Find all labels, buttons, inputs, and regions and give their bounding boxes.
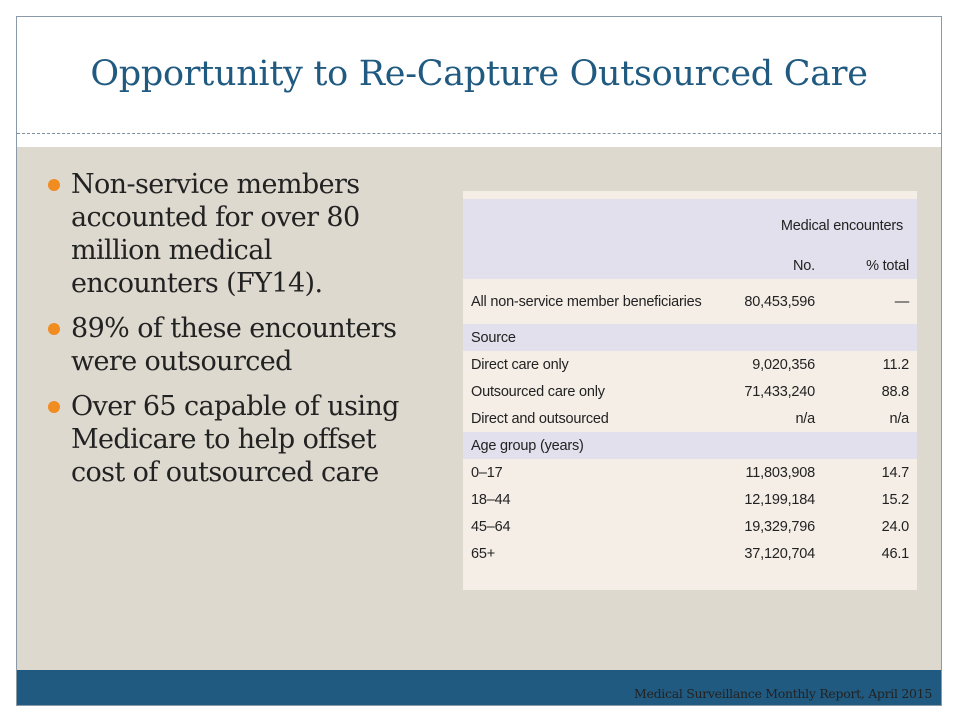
section-header-row — [463, 324, 917, 351]
row-no: 19,329,796 — [744, 518, 815, 535]
table-row — [463, 279, 917, 324]
row-label: Outsourced care only — [471, 383, 605, 400]
row-no: 9,020,356 — [752, 356, 815, 373]
row-pct: n/a — [889, 410, 910, 427]
bullet-text: Non-service members accounted for over 80 million medical encounters (FY14). — [71, 169, 360, 299]
row-no: 37,120,704 — [744, 545, 815, 562]
row-pct: 11.2 — [882, 356, 910, 373]
table-header-row — [463, 253, 917, 279]
section-label: Age group (years) — [463, 432, 917, 459]
group-header: Medical encounters — [713, 199, 917, 253]
table-row — [463, 513, 917, 540]
bullet-dot-icon — [48, 179, 60, 191]
row-pct: 46.1 — [881, 545, 910, 562]
section-header-row — [463, 432, 917, 459]
table-row — [463, 459, 917, 486]
row-no: 11,803,908 — [745, 464, 815, 481]
bullet-dot-icon — [48, 323, 60, 335]
row-label: Direct care only — [471, 356, 569, 373]
title-area — [17, 17, 941, 133]
section-label: Source — [463, 324, 917, 351]
table-row — [463, 486, 917, 513]
title-divider — [17, 133, 941, 134]
row-label: 65+ — [471, 545, 495, 562]
table-row — [463, 351, 917, 378]
table-row — [463, 378, 917, 405]
bullet-item — [48, 168, 418, 300]
row-label: 18–44 — [471, 491, 511, 508]
bullet-text: Over 65 capable of using Medicare to help offset cost of outsourced care — [71, 391, 399, 488]
footer-source: Medical Surveillance Monthly Report, April 2015 — [634, 686, 932, 701]
bullet-text: 89% of these encounters were outsourced — [71, 313, 397, 377]
row-no: 12,199,184 — [744, 491, 815, 508]
table-row — [463, 540, 917, 567]
row-label: 45–64 — [471, 518, 511, 535]
row-pct: — — [894, 293, 910, 310]
encounters-table-image — [463, 191, 917, 590]
col-header-pct: % total — [823, 253, 917, 279]
bullet-item — [48, 390, 418, 489]
encounters-table — [463, 199, 917, 567]
bullet-item — [48, 312, 418, 378]
row-label: Direct and outsourced — [471, 410, 609, 427]
row-pct: 24.0 — [881, 518, 910, 535]
row-pct: 88.8 — [881, 383, 910, 400]
bullet-list — [48, 168, 418, 501]
row-pct: 14.7 — [881, 464, 910, 481]
row-label: 0–17 — [471, 464, 503, 481]
slide-title: Opportunity to Re-Capture Outsourced Care — [90, 54, 868, 94]
table-header-row — [463, 199, 917, 253]
row-label: All non-service member beneficiaries — [471, 293, 702, 310]
table-row — [463, 405, 917, 432]
row-no: n/a — [795, 410, 815, 427]
row-pct: 15.2 — [881, 491, 910, 508]
row-no: 80,453,596 — [744, 293, 815, 310]
col-header-no: No. — [713, 253, 823, 279]
bullet-dot-icon — [48, 401, 60, 413]
row-no: 71,433,240 — [744, 383, 815, 400]
